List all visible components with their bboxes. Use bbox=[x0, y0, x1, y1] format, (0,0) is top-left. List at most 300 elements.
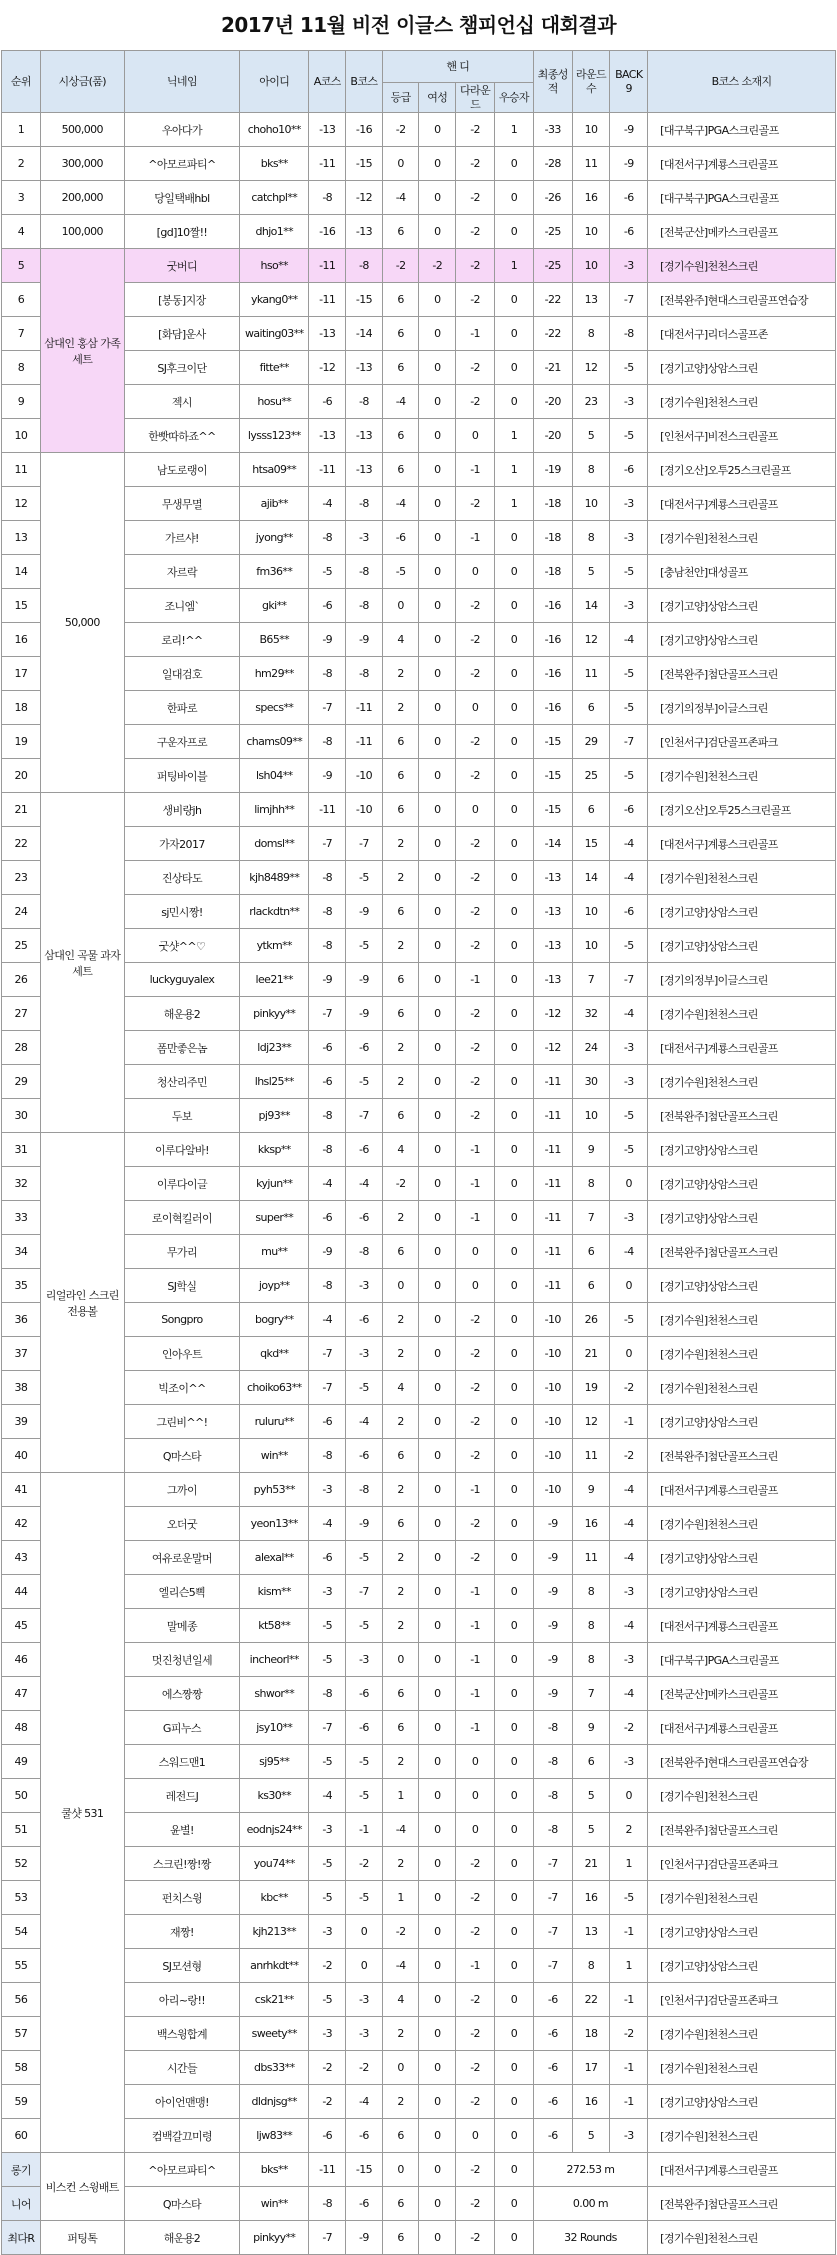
back9-cell: -3 bbox=[610, 487, 648, 521]
grade-cell: -4 bbox=[382, 385, 419, 419]
rank-cell: 53 bbox=[2, 1881, 41, 1915]
final-score-cell: -15 bbox=[533, 759, 572, 793]
location-cell: [경기고양]상암스크린 bbox=[648, 351, 836, 385]
female-cell: 0 bbox=[419, 1507, 456, 1541]
final-score-cell: -10 bbox=[533, 1439, 572, 1473]
user-id-cell: chams09** bbox=[240, 725, 309, 759]
winner-cell: 0 bbox=[494, 351, 533, 385]
b-course-cell: -2 bbox=[346, 1847, 383, 1881]
a-course-cell: -6 bbox=[309, 1065, 346, 1099]
nickname-cell: 빅조이^^ bbox=[124, 1371, 239, 1405]
location-cell: [인천서구]비전스크린골프 bbox=[648, 419, 836, 453]
rounds-cell: 15 bbox=[572, 827, 610, 861]
a-course-cell: -13 bbox=[309, 419, 346, 453]
a-course-cell: -4 bbox=[309, 1779, 346, 1813]
nickname-cell: 여유로운말머 bbox=[124, 1541, 239, 1575]
rounds-cell: 14 bbox=[572, 861, 610, 895]
user-id-cell: kism** bbox=[240, 1575, 309, 1609]
rounds-cell: 9 bbox=[572, 1711, 610, 1745]
rank-cell: 26 bbox=[2, 963, 41, 997]
rank-cell: 55 bbox=[2, 1949, 41, 1983]
user-id-cell: ljw83** bbox=[240, 2119, 309, 2153]
back9-cell: -5 bbox=[610, 1099, 648, 1133]
grade-cell: 2 bbox=[382, 2017, 419, 2051]
table-row bbox=[2, 929, 836, 963]
user-id-cell: fitte** bbox=[240, 351, 309, 385]
grade-cell: 4 bbox=[382, 1371, 419, 1405]
a-course-cell: -6 bbox=[309, 589, 346, 623]
nickname-cell: 펀치스윙 bbox=[124, 1881, 239, 1915]
nickname-cell: 한파로 bbox=[124, 691, 239, 725]
multi-round-cell: -1 bbox=[456, 521, 495, 555]
winner-cell: 1 bbox=[494, 419, 533, 453]
winner-cell: 0 bbox=[494, 1643, 533, 1677]
winner-cell: 0 bbox=[494, 1167, 533, 1201]
rounds-cell: 8 bbox=[572, 1609, 610, 1643]
final-score-cell: -25 bbox=[533, 249, 572, 283]
multi-round-cell: 0 bbox=[456, 1235, 495, 1269]
b-course-cell: -5 bbox=[346, 1065, 383, 1099]
winner-cell: 0 bbox=[494, 1711, 533, 1745]
table-row bbox=[2, 1643, 836, 1677]
location-cell: [대전서구]계룡스크린골프 bbox=[648, 1473, 836, 1507]
table-row bbox=[2, 759, 836, 793]
a-course-cell: -6 bbox=[309, 385, 346, 419]
table-row bbox=[2, 2119, 836, 2153]
rank-cell: 7 bbox=[2, 317, 41, 351]
a-course-cell: -13 bbox=[309, 317, 346, 351]
winner-cell: 0 bbox=[494, 1915, 533, 1949]
b-course-cell: -7 bbox=[346, 827, 383, 861]
female-cell: 0 bbox=[419, 2153, 456, 2187]
user-id-cell: lee21** bbox=[240, 963, 309, 997]
grade-cell: 6 bbox=[382, 1711, 419, 1745]
b-course-cell: -11 bbox=[346, 725, 383, 759]
rank-cell: 13 bbox=[2, 521, 41, 555]
back9-cell: -3 bbox=[610, 1575, 648, 1609]
nickname-cell: 윤별! bbox=[124, 1813, 239, 1847]
rank-cell: 56 bbox=[2, 1983, 41, 2017]
female-cell: 0 bbox=[419, 657, 456, 691]
multi-round-cell: -2 bbox=[456, 2051, 495, 2085]
final-score-cell: -10 bbox=[533, 1371, 572, 1405]
rounds-cell: 10 bbox=[572, 1099, 610, 1133]
b-course-cell: -11 bbox=[346, 691, 383, 725]
female-cell: 0 bbox=[419, 793, 456, 827]
multi-round-cell: -1 bbox=[456, 1473, 495, 1507]
winner-cell: 1 bbox=[494, 453, 533, 487]
back9-cell: -4 bbox=[610, 1473, 648, 1507]
b-course-cell: -13 bbox=[346, 419, 383, 453]
grade-cell: 6 bbox=[382, 895, 419, 929]
final-score-cell: -9 bbox=[533, 1643, 572, 1677]
location-cell: [경기고양]상암스크린 bbox=[648, 1575, 836, 1609]
female-cell: 0 bbox=[419, 113, 456, 147]
header-grade: 등급 bbox=[382, 83, 419, 113]
table-row bbox=[2, 827, 836, 861]
location-cell: [경기고양]상암스크린 bbox=[648, 1405, 836, 1439]
nickname-cell: 아리~랑!! bbox=[124, 1983, 239, 2017]
back9-cell: -4 bbox=[610, 1507, 648, 1541]
user-id-cell: yeon13** bbox=[240, 1507, 309, 1541]
final-score-cell: -16 bbox=[533, 691, 572, 725]
location-cell: [전북완주]첨단골프스크린 bbox=[648, 1099, 836, 1133]
table-row bbox=[2, 861, 836, 895]
location-cell: [경기고양]상암스크린 bbox=[648, 1949, 836, 1983]
a-course-cell: -2 bbox=[309, 1949, 346, 1983]
a-course-cell: -8 bbox=[309, 1133, 346, 1167]
b-course-cell: -4 bbox=[346, 1405, 383, 1439]
back9-cell: -3 bbox=[610, 521, 648, 555]
prize-cell: 200,000 bbox=[40, 181, 124, 215]
winner-cell: 0 bbox=[494, 1677, 533, 1711]
female-cell: 0 bbox=[419, 691, 456, 725]
multi-round-cell: -2 bbox=[456, 2153, 495, 2187]
table-row bbox=[2, 521, 836, 555]
grade-cell: 6 bbox=[382, 759, 419, 793]
back9-cell: -3 bbox=[610, 1201, 648, 1235]
rank-cell: 43 bbox=[2, 1541, 41, 1575]
grade-cell: 2 bbox=[382, 929, 419, 963]
table-row bbox=[2, 2085, 836, 2119]
multi-round-cell: -2 bbox=[456, 895, 495, 929]
final-score-cell: -33 bbox=[533, 113, 572, 147]
rank-cell: 5 bbox=[2, 249, 41, 283]
nickname-cell: 조니엠` bbox=[124, 589, 239, 623]
multi-round-cell: 0 bbox=[456, 2119, 495, 2153]
a-course-cell: -5 bbox=[309, 555, 346, 589]
rounds-cell: 10 bbox=[572, 215, 610, 249]
rounds-cell: 8 bbox=[572, 317, 610, 351]
nickname-cell: 로이혁킬러이 bbox=[124, 1201, 239, 1235]
back9-cell: -1 bbox=[610, 1405, 648, 1439]
female-cell: 0 bbox=[419, 997, 456, 1031]
winner-cell: 0 bbox=[494, 215, 533, 249]
grade-cell: 4 bbox=[382, 623, 419, 657]
nickname-cell: SJ학실 bbox=[124, 1269, 239, 1303]
table-row bbox=[2, 1439, 836, 1473]
location-cell: [경기고양]상암스크린 bbox=[648, 1915, 836, 1949]
back9-cell: -5 bbox=[610, 657, 648, 691]
multi-round-cell: -2 bbox=[456, 1847, 495, 1881]
winner-cell: 0 bbox=[494, 2051, 533, 2085]
special-row bbox=[2, 2187, 836, 2221]
rank-cell: 17 bbox=[2, 657, 41, 691]
female-cell: 0 bbox=[419, 1269, 456, 1303]
location-cell: [전북완주]현대스크린골프연습장 bbox=[648, 283, 836, 317]
location-cell: [인천서구]검단골프존파크 bbox=[648, 1983, 836, 2017]
location-cell: [경기고양]상암스크린 bbox=[648, 589, 836, 623]
grade-cell: 2 bbox=[382, 1745, 419, 1779]
location-cell: [전북군산]메카스크린골프 bbox=[648, 1677, 836, 1711]
grade-cell: 6 bbox=[382, 725, 419, 759]
location-cell: [대구북구]PGA스크린골프 bbox=[648, 181, 836, 215]
final-score-cell: -6 bbox=[533, 2085, 572, 2119]
rank-cell: 24 bbox=[2, 895, 41, 929]
multi-round-cell: -2 bbox=[456, 181, 495, 215]
location-cell: [대전서구]계룡스크린골프 bbox=[648, 487, 836, 521]
b-course-cell: -4 bbox=[346, 1167, 383, 1201]
user-id-cell: dldnjsg** bbox=[240, 2085, 309, 2119]
grade-cell: 6 bbox=[382, 283, 419, 317]
rounds-cell: 23 bbox=[572, 385, 610, 419]
grade-cell: 6 bbox=[382, 2119, 419, 2153]
a-course-cell: -8 bbox=[309, 725, 346, 759]
back9-cell: -5 bbox=[610, 929, 648, 963]
rounds-cell: 26 bbox=[572, 1303, 610, 1337]
special-category-cell: 최다R bbox=[2, 2221, 41, 2255]
user-id-cell: pj93** bbox=[240, 1099, 309, 1133]
final-score-cell: -14 bbox=[533, 827, 572, 861]
rank-cell: 29 bbox=[2, 1065, 41, 1099]
rank-cell: 2 bbox=[2, 147, 41, 181]
rank-cell: 15 bbox=[2, 589, 41, 623]
back9-cell: -4 bbox=[610, 861, 648, 895]
nickname-cell: 재짱! bbox=[124, 1915, 239, 1949]
rounds-cell: 8 bbox=[572, 453, 610, 487]
nickname-cell: 레전드J bbox=[124, 1779, 239, 1813]
table-row bbox=[2, 147, 836, 181]
female-cell: 0 bbox=[419, 1439, 456, 1473]
a-course-cell: -12 bbox=[309, 351, 346, 385]
final-score-cell: -7 bbox=[533, 1949, 572, 1983]
rounds-cell: 24 bbox=[572, 1031, 610, 1065]
final-score-cell: -11 bbox=[533, 1133, 572, 1167]
final-score-cell: -8 bbox=[533, 1813, 572, 1847]
multi-round-cell: -2 bbox=[456, 1337, 495, 1371]
back9-cell: 2 bbox=[610, 1813, 648, 1847]
multi-round-cell: -1 bbox=[456, 963, 495, 997]
winner-cell: 0 bbox=[494, 589, 533, 623]
location-cell: [전북완주]첨단골프스크린 bbox=[648, 1235, 836, 1269]
final-score-cell: -10 bbox=[533, 1303, 572, 1337]
final-score-cell: -13 bbox=[533, 963, 572, 997]
female-cell: 0 bbox=[419, 1541, 456, 1575]
back9-cell: -3 bbox=[610, 249, 648, 283]
user-id-cell: hm29** bbox=[240, 657, 309, 691]
nickname-cell: 스워드맨1 bbox=[124, 1745, 239, 1779]
grade-cell: 2 bbox=[382, 691, 419, 725]
back9-cell: -5 bbox=[610, 759, 648, 793]
a-course-cell: -11 bbox=[309, 2153, 346, 2187]
grade-cell: -4 bbox=[382, 1813, 419, 1847]
table-row bbox=[2, 657, 836, 691]
back9-cell: -3 bbox=[610, 385, 648, 419]
rounds-cell: 5 bbox=[572, 1779, 610, 1813]
table-row bbox=[2, 453, 836, 487]
final-score-cell: -21 bbox=[533, 351, 572, 385]
final-score-cell: -25 bbox=[533, 215, 572, 249]
final-score-cell: -16 bbox=[533, 623, 572, 657]
rank-cell: 23 bbox=[2, 861, 41, 895]
back9-cell: -7 bbox=[610, 963, 648, 997]
table-row bbox=[2, 1337, 836, 1371]
user-id-cell: super** bbox=[240, 1201, 309, 1235]
b-course-cell: -3 bbox=[346, 2017, 383, 2051]
final-score-cell: -8 bbox=[533, 1745, 572, 1779]
rank-cell: 59 bbox=[2, 2085, 41, 2119]
grade-cell: 0 bbox=[382, 589, 419, 623]
table-row bbox=[2, 1065, 836, 1099]
user-id-cell: dhjo1** bbox=[240, 215, 309, 249]
b-course-cell: -15 bbox=[346, 283, 383, 317]
nickname-cell: 시간들 bbox=[124, 2051, 239, 2085]
location-cell: [대전서구]리더스골프존 bbox=[648, 317, 836, 351]
user-id-cell: pinkyy** bbox=[240, 997, 309, 1031]
b-course-cell: -13 bbox=[346, 215, 383, 249]
user-id-cell: rlackdtn** bbox=[240, 895, 309, 929]
a-course-cell: -11 bbox=[309, 249, 346, 283]
location-cell: [경기수원]천천스크린 bbox=[648, 1779, 836, 1813]
a-course-cell: -8 bbox=[309, 1269, 346, 1303]
grade-cell: 6 bbox=[382, 453, 419, 487]
nickname-cell: 해운용2 bbox=[124, 997, 239, 1031]
winner-cell: 0 bbox=[494, 657, 533, 691]
a-course-cell: -8 bbox=[309, 929, 346, 963]
final-score-cell: -7 bbox=[533, 1847, 572, 1881]
multi-round-cell: -2 bbox=[456, 1507, 495, 1541]
b-course-cell: -6 bbox=[346, 2119, 383, 2153]
special-row bbox=[2, 2153, 836, 2187]
header-location: B코스 소재지 bbox=[648, 51, 836, 113]
nickname-cell: 두보 bbox=[124, 1099, 239, 1133]
female-cell: 0 bbox=[419, 2221, 456, 2255]
back9-cell: -5 bbox=[610, 1133, 648, 1167]
location-cell: [인천서구]검단골프존파크 bbox=[648, 725, 836, 759]
a-course-cell: -7 bbox=[309, 997, 346, 1031]
female-cell: 0 bbox=[419, 317, 456, 351]
multi-round-cell: -2 bbox=[456, 2017, 495, 2051]
nickname-cell: 아이언맨맹! bbox=[124, 2085, 239, 2119]
rank-cell: 10 bbox=[2, 419, 41, 453]
table-row bbox=[2, 589, 836, 623]
multi-round-cell: -1 bbox=[456, 1201, 495, 1235]
a-course-cell: -3 bbox=[309, 1473, 346, 1507]
header-prize: 시상금(품) bbox=[40, 51, 124, 113]
multi-round-cell: -2 bbox=[456, 1371, 495, 1405]
winner-cell: 0 bbox=[494, 1609, 533, 1643]
back9-cell: -5 bbox=[610, 691, 648, 725]
user-id-cell: choho10** bbox=[240, 113, 309, 147]
nickname-cell: 당일택배hbl bbox=[124, 181, 239, 215]
a-course-cell: -7 bbox=[309, 1711, 346, 1745]
a-course-cell: -11 bbox=[309, 453, 346, 487]
b-course-cell: -9 bbox=[346, 997, 383, 1031]
female-cell: 0 bbox=[419, 759, 456, 793]
back9-cell: -9 bbox=[610, 113, 648, 147]
female-cell: 0 bbox=[419, 1167, 456, 1201]
table-row bbox=[2, 1949, 836, 1983]
back9-cell: -4 bbox=[610, 997, 648, 1031]
multi-round-cell: -2 bbox=[456, 283, 495, 317]
nickname-cell: 해운용2 bbox=[124, 2221, 239, 2255]
final-score-cell: -8 bbox=[533, 1711, 572, 1745]
winner-cell: 0 bbox=[494, 1983, 533, 2017]
results-body bbox=[2, 113, 836, 2255]
winner-cell: 0 bbox=[494, 2221, 533, 2255]
rounds-cell: 9 bbox=[572, 1473, 610, 1507]
nickname-cell: 청산리주민 bbox=[124, 1065, 239, 1099]
nickname-cell: luckyguyalex bbox=[124, 963, 239, 997]
nickname-cell: 에스짱짱 bbox=[124, 1677, 239, 1711]
multi-round-cell: -2 bbox=[456, 861, 495, 895]
user-id-cell: limjhh** bbox=[240, 793, 309, 827]
female-cell: 0 bbox=[419, 1881, 456, 1915]
final-score-cell: -11 bbox=[533, 1235, 572, 1269]
multi-round-cell: -2 bbox=[456, 1405, 495, 1439]
back9-cell: -5 bbox=[610, 555, 648, 589]
a-course-cell: -8 bbox=[309, 1677, 346, 1711]
user-id-cell: kbc** bbox=[240, 1881, 309, 1915]
a-course-cell: -8 bbox=[309, 2187, 346, 2221]
female-cell: 0 bbox=[419, 895, 456, 929]
rank-cell: 34 bbox=[2, 1235, 41, 1269]
winner-cell: 0 bbox=[494, 1949, 533, 1983]
back9-cell: -3 bbox=[610, 1643, 648, 1677]
nickname-cell: 스크린!짱!짱 bbox=[124, 1847, 239, 1881]
final-score-cell: -10 bbox=[533, 1473, 572, 1507]
b-course-cell: -8 bbox=[346, 487, 383, 521]
rounds-cell: 10 bbox=[572, 929, 610, 963]
rank-cell: 51 bbox=[2, 1813, 41, 1847]
user-id-cell: htsa09** bbox=[240, 453, 309, 487]
multi-round-cell: -1 bbox=[456, 1575, 495, 1609]
grade-cell: 4 bbox=[382, 1133, 419, 1167]
b-course-cell: -7 bbox=[346, 1099, 383, 1133]
user-id-cell: dbs33** bbox=[240, 2051, 309, 2085]
grade-cell: 6 bbox=[382, 997, 419, 1031]
nickname-cell: 퍼팅바이블 bbox=[124, 759, 239, 793]
final-score-cell: -12 bbox=[533, 1031, 572, 1065]
multi-round-cell: 0 bbox=[456, 1745, 495, 1779]
back9-cell: -2 bbox=[610, 2017, 648, 2051]
location-cell: [경기고양]상암스크린 bbox=[648, 1133, 836, 1167]
back9-cell: -7 bbox=[610, 725, 648, 759]
user-id-cell: hosu** bbox=[240, 385, 309, 419]
rounds-cell: 8 bbox=[572, 521, 610, 555]
grade-cell: 2 bbox=[382, 1405, 419, 1439]
user-id-cell: joyp** bbox=[240, 1269, 309, 1303]
rank-cell: 20 bbox=[2, 759, 41, 793]
nickname-cell: Q마스타 bbox=[124, 2187, 239, 2221]
final-score-cell: -7 bbox=[533, 1881, 572, 1915]
final-score-cell: -19 bbox=[533, 453, 572, 487]
rounds-cell: 5 bbox=[572, 555, 610, 589]
rounds-cell: 22 bbox=[572, 1983, 610, 2017]
winner-cell: 0 bbox=[494, 1813, 533, 1847]
female-cell: 0 bbox=[419, 1405, 456, 1439]
location-cell: [경기의정부]이글스크린 bbox=[648, 691, 836, 725]
nickname-cell: 로리!^^ bbox=[124, 623, 239, 657]
user-id-cell: B65** bbox=[240, 623, 309, 657]
grade-cell: -2 bbox=[382, 1915, 419, 1949]
female-cell: 0 bbox=[419, 2119, 456, 2153]
nickname-cell: 폼만좋은놈 bbox=[124, 1031, 239, 1065]
multi-round-cell: -2 bbox=[456, 1031, 495, 1065]
final-score-cell: -18 bbox=[533, 555, 572, 589]
final-score-cell: -15 bbox=[533, 725, 572, 759]
multi-round-cell: -2 bbox=[456, 589, 495, 623]
b-course-cell: -7 bbox=[346, 1575, 383, 1609]
prize-cell: 삼대인 홍삼 가족세트 bbox=[40, 249, 124, 453]
a-course-cell: -8 bbox=[309, 521, 346, 555]
b-course-cell: -13 bbox=[346, 351, 383, 385]
nickname-cell: [화담]운사 bbox=[124, 317, 239, 351]
location-cell: [전북완주]첨단골프스크린 bbox=[648, 2187, 836, 2221]
final-score-cell: -11 bbox=[533, 1065, 572, 1099]
special-result-cell: 272.53 m bbox=[533, 2153, 647, 2187]
b-course-cell: -9 bbox=[346, 623, 383, 657]
